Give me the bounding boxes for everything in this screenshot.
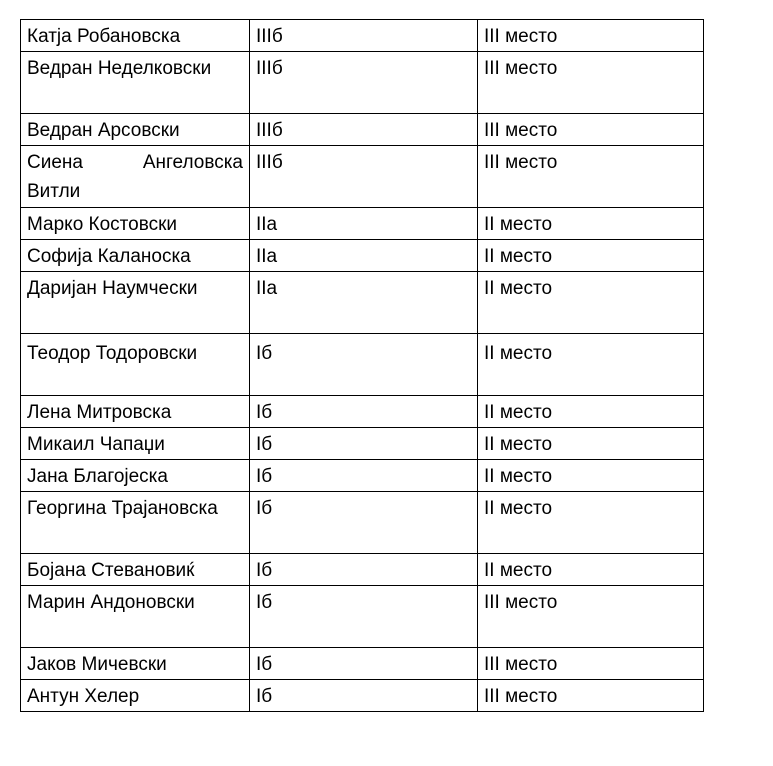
place-cell: II место <box>478 396 704 428</box>
table-row <box>21 680 704 712</box>
place-cell: III место <box>478 52 704 114</box>
grade-cell: Iб <box>250 334 478 396</box>
student-name-cell: Бојана Стевановиќ <box>21 554 250 586</box>
grade-cell: IIIб <box>250 52 478 114</box>
table-row <box>21 52 704 114</box>
place-cell: III место <box>478 680 704 712</box>
student-name-cell: Даријан Наумчески <box>21 272 250 334</box>
place-cell: III место <box>478 648 704 680</box>
table-row <box>21 334 704 396</box>
grade-cell: IIIб <box>250 20 478 52</box>
student-name-cell: Теодор Тодоровски <box>21 334 250 396</box>
place-cell: III место <box>478 20 704 52</box>
place-cell: III место <box>478 114 704 146</box>
place-cell: II место <box>478 208 704 240</box>
place-cell: II место <box>478 428 704 460</box>
student-name-cell: Марко Костовски <box>21 208 250 240</box>
table-row <box>21 20 704 52</box>
student-name-cell: Софија Каланоска <box>21 240 250 272</box>
place-cell: II место <box>478 334 704 396</box>
grade-cell: IIa <box>250 240 478 272</box>
place-cell: II место <box>478 554 704 586</box>
results-table <box>20 19 704 712</box>
grade-cell: Iб <box>250 428 478 460</box>
place-cell: II место <box>478 240 704 272</box>
place-cell: III место <box>478 146 704 208</box>
table-row <box>21 240 704 272</box>
table-row <box>21 554 704 586</box>
table-row <box>21 492 704 554</box>
student-name-cell: Сиена Ангеловска Витли <box>21 146 250 208</box>
grade-cell: Iб <box>250 492 478 554</box>
grade-cell: Iб <box>250 460 478 492</box>
student-name-cell: Ведран Неделковски <box>21 52 250 114</box>
grade-cell: IIIб <box>250 114 478 146</box>
student-name-cell: Микаил Чапаџи <box>21 428 250 460</box>
grade-cell: Iб <box>250 554 478 586</box>
student-name-cell: Ведран Арсовски <box>21 114 250 146</box>
table-row <box>21 460 704 492</box>
place-cell: III место <box>478 586 704 648</box>
table-row <box>21 208 704 240</box>
grade-cell: Iб <box>250 586 478 648</box>
grade-cell: IIa <box>250 272 478 334</box>
table-row <box>21 396 704 428</box>
table-row <box>21 428 704 460</box>
table-row <box>21 272 704 334</box>
table-row <box>21 586 704 648</box>
grade-cell: IIa <box>250 208 478 240</box>
student-name-cell: Георгина Трајановска <box>21 492 250 554</box>
student-name-cell: Лена Митровска <box>21 396 250 428</box>
place-cell: II место <box>478 492 704 554</box>
table-row <box>21 114 704 146</box>
grade-cell: Iб <box>250 396 478 428</box>
place-cell: II место <box>478 272 704 334</box>
grade-cell: Iб <box>250 680 478 712</box>
student-name-cell: Антун Хелер <box>21 680 250 712</box>
table-row <box>21 146 704 208</box>
student-name-cell: Марин Андоновски <box>21 586 250 648</box>
grade-cell: Iб <box>250 648 478 680</box>
place-cell: II место <box>478 460 704 492</box>
student-name-cell: Јана Благојеска <box>21 460 250 492</box>
grade-cell: IIIб <box>250 146 478 208</box>
student-name-cell: Јаков Мичевски <box>21 648 250 680</box>
table-row <box>21 648 704 680</box>
student-name-cell: Катја Робановска <box>21 20 250 52</box>
